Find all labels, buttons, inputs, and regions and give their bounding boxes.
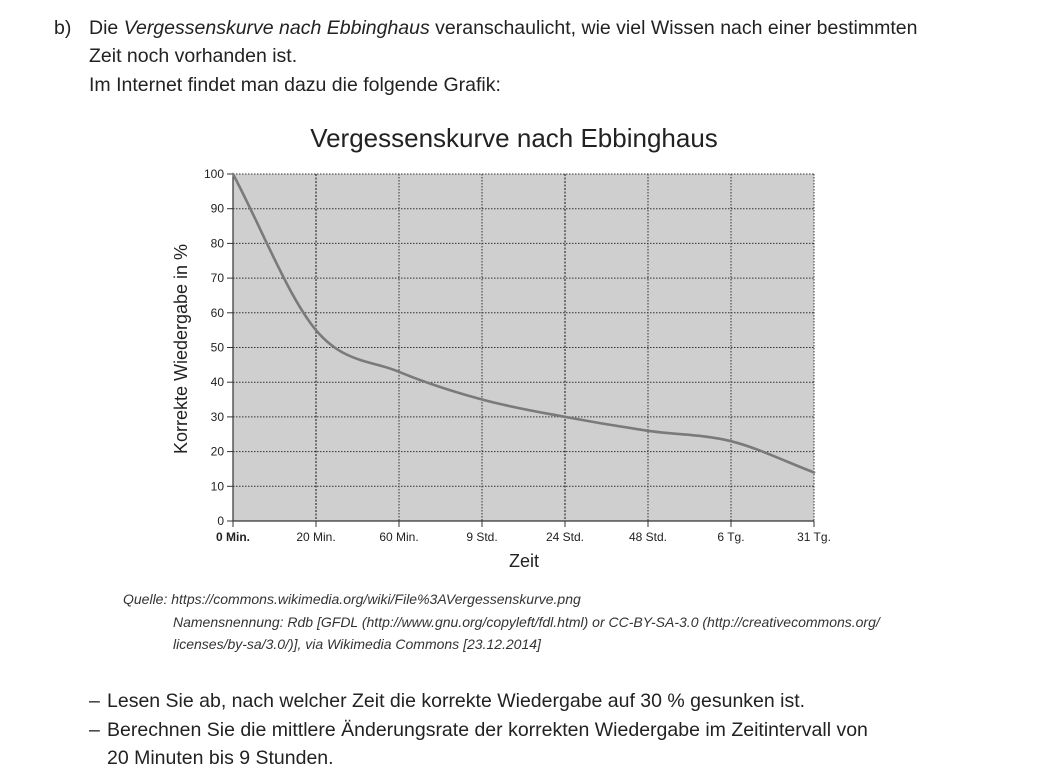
x-tick-label-0: 0 Min. (215, 530, 251, 544)
y-tick-label-50: 50 (210, 340, 224, 355)
question-1-dash: – (89, 690, 100, 712)
question-2-dash: – (89, 719, 100, 741)
y-tick-label-10: 10 (210, 479, 224, 494)
intro-text-italic: Vergessenskurve nach Ebbinghaus (123, 17, 430, 39)
x-tick-label-1: 20 Min. (296, 530, 336, 544)
y-tick-labels (204, 167, 224, 528)
y-tick-label-90: 90 (210, 201, 224, 216)
source-line-2: Namensnennung: Rdb [GFDL (http://www.gnu.org/copyleft/fdl.html) or CC-BY-SA-3.0 (http://creativecommons.org/ (173, 614, 880, 630)
question-2-line-2: 20 Minuten bis 9 Stunden. (107, 747, 334, 769)
x-tick-label-6: 6 Tg. (717, 530, 745, 544)
y-tick-label-30: 30 (210, 409, 224, 424)
x-tick-label-2: 60 Min. (379, 530, 419, 544)
x-axis-label: Zeit (508, 551, 540, 571)
task-intro-line3: Im Internet findet man dazu die folgende Grafik: (89, 74, 501, 96)
question-1: Lesen Sie ab, nach welcher Zeit die korrekte Wiedergabe auf 30 % gesunken ist. (107, 690, 806, 712)
y-tick-label-40: 40 (210, 375, 224, 390)
forgetting-curve-chart (0, 110, 1040, 580)
question-2-line-1: Berechnen Sie die mittlere Änderungsrate der korrekten Wiedergabe im Zeitintervall von (107, 719, 868, 741)
x-tick-label-7: 31 Tg. (797, 530, 831, 544)
x-tick-labels (216, 530, 831, 544)
task-intro-line2: Zeit noch vorhanden ist. (89, 45, 298, 67)
x-tick-label-4: 24 Std. (545, 530, 585, 544)
y-tick-label-70: 70 (210, 271, 224, 286)
task-label: b) (54, 17, 72, 39)
task-intro-line1 (89, 14, 917, 42)
y-tick-label-20: 20 (210, 444, 224, 459)
y-tick-label-60: 60 (210, 305, 224, 320)
x-tick-label-5: 48 Std. (628, 530, 668, 544)
y-tick-label-0: 0 (217, 514, 224, 528)
y-tick-label-100: 100 (203, 167, 224, 181)
y-tick-label-80: 80 (210, 236, 224, 251)
intro-text-before: Die (89, 17, 124, 39)
source-line-1: Quelle: https://commons.wikimedia.org/wiki/File%3AVergessenskurve.png (123, 591, 581, 607)
x-tick-label-3: 9 Std. (466, 530, 498, 544)
y-axis-label: Korrekte Wiedergabe in % (171, 243, 191, 455)
chart-title: Vergessenskurve nach Ebbinghaus (310, 123, 718, 153)
intro-text-after: veranschaulicht, wie viel Wissen nach einer bestimmten (429, 17, 918, 39)
source-line-3: licenses/by-sa/3.0/)], via Wikimedia Commons [23.12.2014] (173, 636, 541, 652)
